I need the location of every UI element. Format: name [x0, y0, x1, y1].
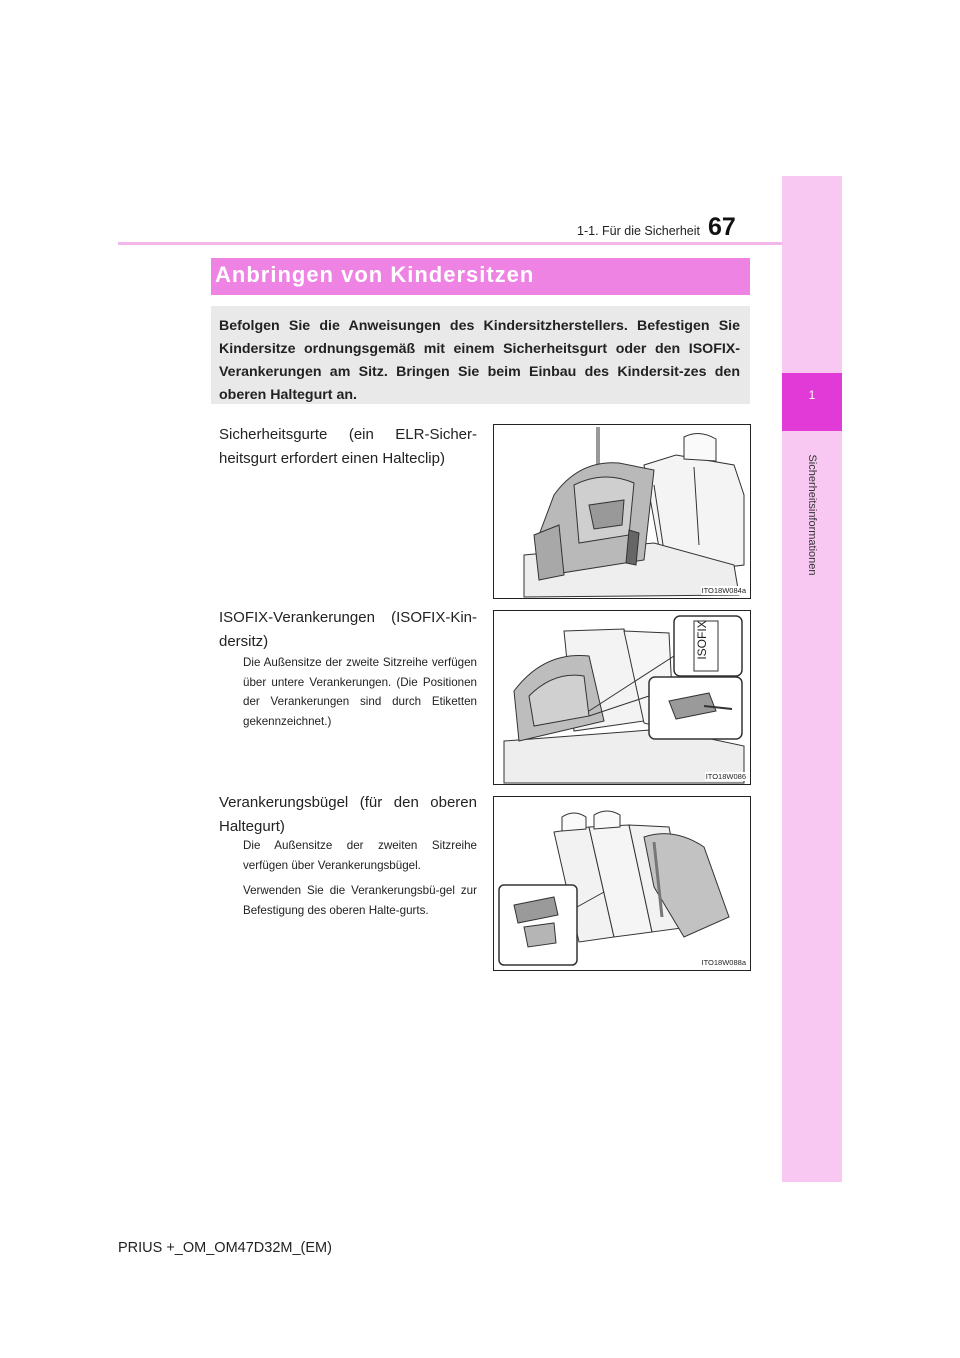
chapter-number: 1	[808, 388, 816, 402]
item-note-anchor-1: Die Außensitze der zweiten Sitzreihe verfügen über Verankerungsbügel.	[243, 839, 477, 872]
item-title-isofix: ISOFIX-Verankerungen (ISOFIX-Kin-dersitz)	[219, 609, 477, 650]
item-title-seatbelts: Sicherheitsgurte (ein ELR-Sicher-heitsgurt erfordert einen Halteclip)	[219, 426, 477, 467]
isofix-label-tag	[694, 620, 718, 671]
chapter-label: Sicherheitsinformationen	[806, 454, 818, 576]
isofix-illustration	[494, 611, 750, 784]
illustration-seatbelt-child-seat	[493, 424, 751, 599]
item-note-anchor-2: Verwenden Sie die Verankerungsbü-gel zur Befestigung des oberen Halte-gurts.	[243, 884, 477, 917]
illustration-anchor-bracket	[493, 796, 751, 971]
footer-document-code: PRIUS +_OM_OM47D32M_(EM)	[118, 1240, 332, 1256]
image-code: ITO18W086	[705, 772, 746, 781]
chapter-active-marker	[782, 373, 842, 431]
intro-text: Befolgen Sie die Anweisungen des Kindersitzherstellers. Befestigen Sie Kindersitze ordnungsgemäß mit einem Sicherheitsgurt oder den ISOFIX-Verankerungen am Sitz. Bringen Sie beim Einbau des Kindersit-zes den oberen Haltegurt an.	[219, 318, 740, 403]
chapter-side-tab	[782, 176, 842, 1182]
item-note-isofix: Die Außensitze der zweite Sitzreihe verfügen über untere Verankerungen. (Die Positionen der Verankerungen sind durch Etiketten gekennzeichnet.)	[243, 656, 477, 728]
header-divider	[118, 242, 782, 245]
section-title: 1-1. Für die Sicherheit	[577, 224, 700, 238]
image-code: ITO18W088a	[701, 958, 746, 967]
illustration-isofix	[493, 610, 751, 785]
page-title: Anbringen von Kindersitzen	[215, 262, 535, 287]
anchor-bracket-illustration	[494, 797, 750, 970]
isofix-label-text: ISOFIX	[695, 620, 709, 660]
image-code: ITO18W084a	[701, 586, 746, 595]
page-number: 67	[708, 213, 736, 241]
item-title-anchor-bracket: Verankerungsbügel (für den oberen Haltegurt)	[219, 794, 477, 835]
child-seat-illustration-1	[494, 425, 750, 598]
